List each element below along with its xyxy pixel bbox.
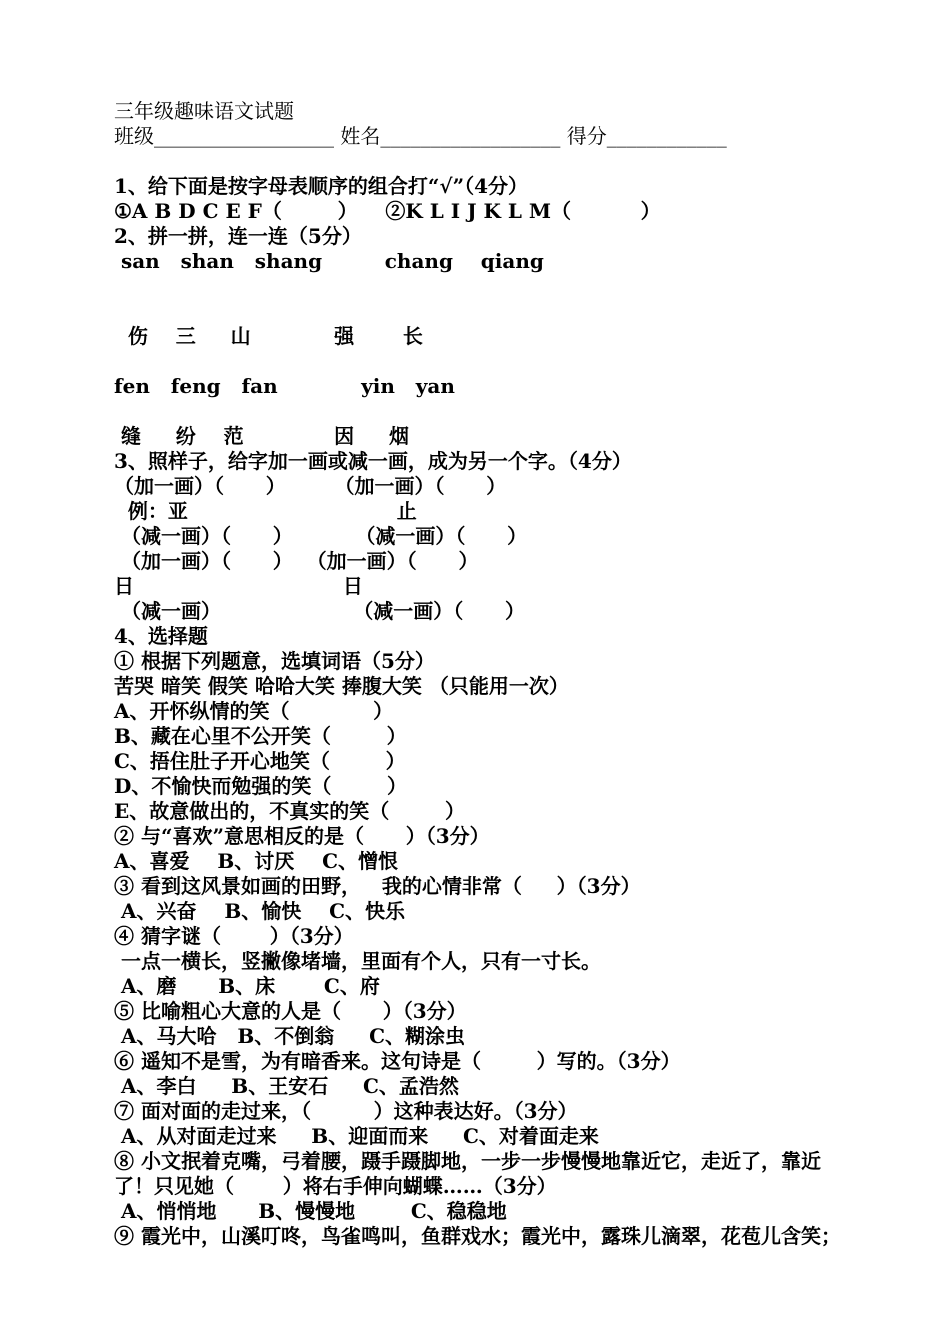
q4-sub3-options: A、兴奋 B、愉快 C、快乐: [114, 899, 406, 923]
q4-sub8-question-line2: 了！只见她（ ）将右手伸向蝴蝶……（3分）: [114, 1174, 557, 1198]
q4-sub6-options: A、李白 B、王安石 C、孟浩然: [114, 1074, 459, 1098]
q4-heading: 4、选择题: [114, 624, 208, 648]
q3-line3: （减一画）（ ） （减一画）（ ）: [114, 524, 528, 548]
q4-sub2-options: A、喜爱 B、讨厌 C、憎恨: [114, 849, 399, 873]
q4-sub7-options: A、从对面走过来 B、迎面而来 C、对着面走来: [114, 1124, 599, 1148]
q4-sub2-question: ② 与“喜欢”意思相反的是（ ）（3分）: [114, 824, 490, 848]
q4-sub1-b: B、藏在心里不公开笑（ ）: [114, 724, 407, 748]
class-name-score-line: 班级__________________ 姓名__________________ 得分____________: [114, 124, 727, 148]
q4-sub8-question-line1: ⑧ 小文抿着克嘴，弓着腰，蹑手蹑脚地，一步一步慢慢地靠近它，走近了，靠近: [114, 1149, 821, 1173]
q4-sub5-question: ⑤ 比喻粗心大意的人是（ ）（3分）: [114, 999, 467, 1023]
q2-chars-row2: 缝 纷 范 因 烟: [114, 424, 409, 448]
q3-line4: （加一画）（ ） （加一画）（ ）: [114, 549, 479, 573]
q4-sub1-d: D、不愉快而勉强的笑（ ）: [114, 774, 408, 798]
q4-sub8-options: A、悄悄地 B、慢慢地 C、稳稳地: [114, 1199, 507, 1223]
q4-sub4-question: ④ 猜字谜（ ）（3分）: [114, 924, 354, 948]
q4-sub1-c: C、捂住肚子开心地笑（ ）: [114, 749, 406, 773]
q3-line5: 日 日: [114, 574, 363, 598]
q4-sub1-heading: ① 根据下列题意，选填词语（5分）: [114, 649, 435, 673]
q1-heading: 1、给下面是按字母表顺序的组合打“√”（4分）: [114, 174, 528, 198]
q2-pinyin-row1: san shan shang chang qiang: [114, 249, 544, 273]
q4-sub6-question: ⑥ 遥知不是雪，为有暗香来。这句诗是（ ）写的。（3分）: [114, 1049, 681, 1073]
q4-sub4-riddle: 一点一横长，竖撇像堵墙，里面有个人，只有一寸长。: [114, 949, 601, 973]
q3-heading: 3、照样子，给字加一画或减一画，成为另一个字。（4分）: [114, 449, 632, 473]
q4-sub1-e: E、故意做出的，不真实的笑（ ）: [114, 799, 465, 823]
q2-pinyin-row2: fen feng fan yin yan: [114, 374, 455, 398]
q4-sub7-question: ⑦ 面对面的走过来，（ ）这种表达好。（3分）: [114, 1099, 578, 1123]
q4-sub3-question: ③ 看到这风景如画的田野， 我的心情非常（ ）（3分）: [114, 874, 641, 898]
q2-heading: 2、拼一拼，连一连（5分）: [114, 224, 362, 248]
q4-sub1-a: A、开怀纵情的笑（ ）: [114, 699, 394, 723]
q4-sub1-words: 苦哭 暗笑 假笑 哈哈大笑 捧腹大笑 （只能用一次）: [114, 674, 569, 698]
q4-sub4-options: A、磨 B、床 C、府: [114, 974, 380, 998]
q2-chars-row1: 伤 三 山 强 长: [114, 324, 423, 348]
q4-sub5-options: A、马大哈 B、不倒翁 C、糊涂虫: [114, 1024, 466, 1048]
q3-line6: （减一画） （减一画）（ ）: [114, 599, 526, 623]
q3-line2: 例：亚 止: [114, 499, 417, 523]
q3-line1: （加一画）（ ） （加一画）（ ）: [114, 474, 507, 498]
q4-sub9-question: ⑨ 霞光中，山溪叮咚，鸟雀鸣叫，鱼群戏水；霞光中，露珠儿滴翠，花苞儿含笑；: [114, 1224, 841, 1248]
exam-title: 三年级趣味语文试题: [114, 99, 294, 123]
q1-options: ①A B D C E F（ ） ②K L I J K L M（ ）: [114, 199, 661, 223]
